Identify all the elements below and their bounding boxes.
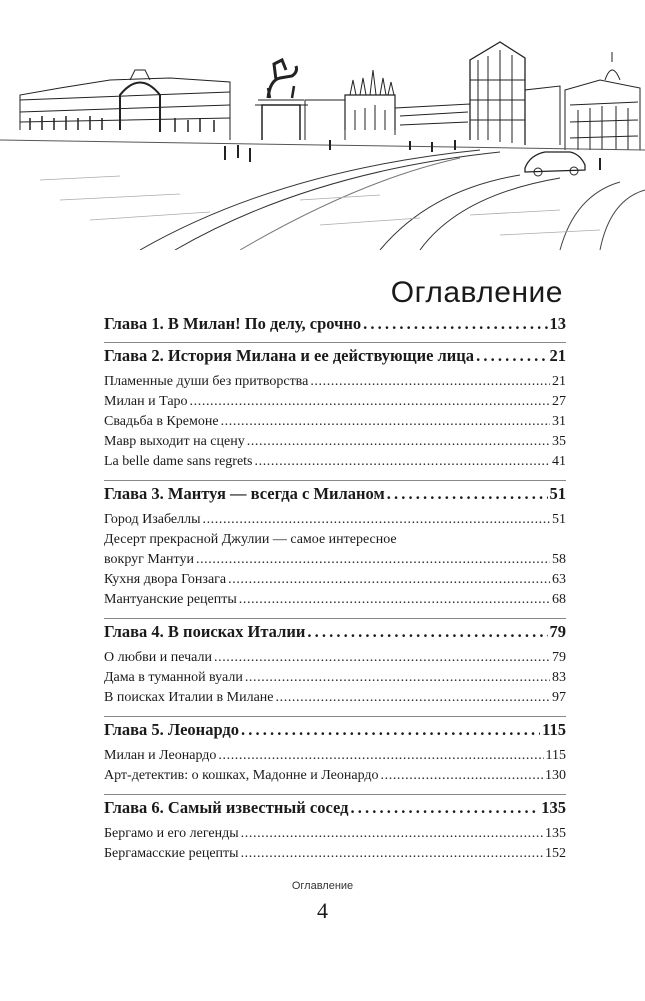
toc-page-number: 35: [552, 434, 566, 449]
toc-chapter-3[interactable]: [104, 484, 566, 504]
toc-section-label: Город Изабеллы: [104, 512, 201, 527]
leader-dots: [196, 552, 550, 568]
leader-dots: [255, 454, 551, 470]
divider: [104, 716, 566, 717]
page-number: 4: [317, 898, 328, 923]
toc-chapter-5[interactable]: [104, 720, 566, 740]
toc-chapter-label: Глава 6. Самый известный сосед: [104, 798, 349, 817]
leader-dots: [307, 622, 547, 642]
milan-cityscape-sketch-icon: [0, 0, 645, 250]
toc-section[interactable]: [104, 768, 566, 784]
divider: [104, 480, 566, 481]
toc-section[interactable]: [104, 690, 566, 706]
leader-dots: [241, 846, 543, 862]
toc-page-number: 152: [545, 846, 566, 861]
toc-section-label: Милан и Леонардо: [104, 748, 217, 763]
running-footer: Оглавление: [291, 880, 354, 892]
toc-section-label: Дама в туманной вуали: [104, 670, 243, 685]
leader-dots: [202, 512, 550, 528]
toc-section-label: Кухня двора Гонзага: [104, 572, 227, 587]
toc-page-number: 130: [545, 768, 566, 783]
divider: [104, 794, 566, 795]
toc-section[interactable]: [104, 374, 566, 390]
toc-section[interactable]: [104, 592, 566, 608]
toc-section[interactable]: [104, 826, 566, 842]
toc-section[interactable]: [104, 394, 566, 410]
toc-section-label: вокруг Мантуи: [104, 552, 194, 567]
leader-dots: [276, 690, 550, 706]
page-title: Оглавление: [390, 276, 563, 310]
toc-page-number: 79: [549, 622, 566, 641]
leader-dots: [221, 414, 550, 430]
divider: [104, 342, 566, 343]
toc-chapter-1[interactable]: [104, 314, 566, 334]
toc-section-label: О любви и печали: [104, 650, 212, 665]
toc-page-number: 51: [549, 484, 566, 503]
toc-section-label: Арт-детектив: о кошках, Мадонне и Леонардо: [104, 768, 379, 783]
toc-section-label: В поисках Италии в Милане: [104, 690, 274, 705]
toc-page-number: 31: [552, 414, 566, 429]
toc-section-first-line[interactable]: Десерт прекрасной Джулии — самое интересное: [104, 532, 397, 547]
toc-chapter-4[interactable]: [104, 622, 566, 642]
leader-dots: [363, 314, 547, 334]
toc-section[interactable]: [104, 512, 566, 528]
toc-page-number: 21: [552, 374, 566, 389]
toc-section[interactable]: [104, 414, 566, 430]
toc-page-number: 97: [552, 690, 566, 705]
toc-chapter-label: Глава 1. В Милан! По делу, срочно: [104, 314, 362, 333]
toc-page-number: 51: [552, 512, 566, 527]
toc-page-number: 135: [541, 798, 566, 817]
toc-page-number: 83: [552, 670, 566, 685]
toc-section-label: La belle dame sans regrets: [104, 454, 253, 469]
toc-section[interactable]: [104, 434, 566, 450]
leader-dots: [228, 572, 550, 588]
toc-page-number: 115: [542, 720, 566, 739]
toc-section[interactable]: [104, 650, 566, 666]
toc-page-number: 135: [545, 826, 566, 841]
toc-chapter-label: Глава 5. Леонардо: [104, 720, 239, 739]
leader-dots: [245, 670, 550, 686]
toc-section[interactable]: [104, 454, 566, 470]
toc-chapter-label: Глава 2. История Милана и ее действующие лица: [104, 346, 475, 365]
leader-dots: [387, 484, 548, 504]
toc-page-number: 27: [552, 394, 566, 409]
toc-section-label: Свадьба в Кремоне: [104, 414, 219, 429]
toc-page-number: 41: [552, 454, 566, 469]
toc-page-number: 115: [545, 748, 566, 763]
toc-section[interactable]: [104, 552, 566, 568]
toc-section[interactable]: [104, 670, 566, 686]
toc-section-label: Мантуанские рецепты: [104, 592, 237, 607]
toc-section-label: Бергамасские рецепты: [104, 846, 239, 861]
toc-chapter-6[interactable]: [104, 798, 566, 818]
leader-dots: [350, 798, 539, 818]
toc-page-number: 21: [549, 346, 566, 365]
toc-page-number: 13: [549, 314, 566, 333]
toc-page-number: 63: [552, 572, 566, 587]
toc-section-label: Мавр выходит на сцену: [104, 434, 245, 449]
leader-dots: [310, 374, 550, 390]
leader-dots: [247, 434, 550, 450]
toc-chapter-label: Глава 3. Мантуя — всегда с Миланом: [104, 484, 385, 503]
leader-dots: [241, 826, 543, 842]
leader-dots: [218, 748, 543, 764]
toc-section-label: Милан и Таро: [104, 394, 188, 409]
leader-dots: [214, 650, 550, 666]
leader-dots: [381, 768, 543, 784]
toc-page-number: 68: [552, 592, 566, 607]
toc-chapter-2[interactable]: [104, 346, 566, 366]
toc-section-label: Пламенные души без притворства: [104, 374, 309, 389]
leader-dots: [190, 394, 550, 410]
leader-dots: [241, 720, 540, 740]
toc-page-number: 58: [552, 552, 566, 567]
divider: [104, 618, 566, 619]
leader-dots: [476, 346, 547, 366]
toc-chapter-label: Глава 4. В поисках Италии: [104, 622, 306, 641]
toc-page-number: 79: [552, 650, 566, 665]
leader-dots: [239, 592, 550, 608]
toc-section[interactable]: [104, 846, 566, 862]
toc-section-label: Бергамо и его легенды: [104, 826, 239, 841]
toc-section[interactable]: [104, 572, 566, 588]
toc-section[interactable]: [104, 748, 566, 764]
